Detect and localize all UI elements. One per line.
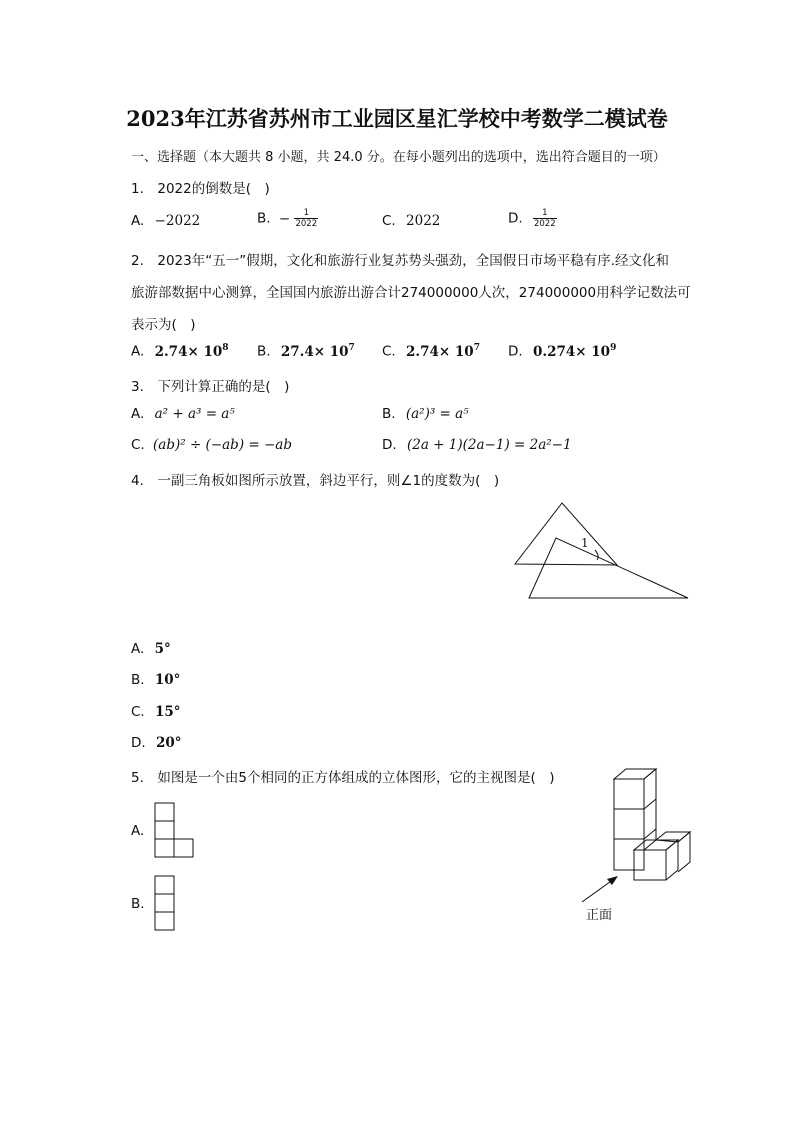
- q1-option-a[interactable]: [131, 213, 200, 229]
- option-label: A.: [131, 213, 145, 229]
- square: [155, 876, 174, 894]
- option-base: 2.74× 10: [406, 343, 474, 360]
- cube-front: [634, 850, 666, 880]
- triangle-set-figure: [505, 498, 695, 603]
- angle-label: 1: [581, 536, 589, 550]
- q4-option-b[interactable]: [131, 672, 180, 688]
- option-label: A.: [131, 641, 145, 657]
- option-exponent: 8: [222, 343, 229, 353]
- square: [155, 912, 174, 930]
- option-value: 20°: [155, 735, 182, 751]
- option-label: A.: [131, 406, 145, 422]
- q2-option-b[interactable]: [257, 343, 355, 360]
- option-sign: −: [278, 210, 291, 227]
- option-expression: (ab)² ÷ (−ab) = −ab: [153, 437, 292, 453]
- option-label: C.: [382, 343, 396, 360]
- numerator: 1: [294, 208, 318, 219]
- q5-option-a-label[interactable]: A.: [131, 823, 145, 839]
- option-exponent: 7: [473, 343, 480, 353]
- option-label: C.: [382, 213, 396, 229]
- q3-option-d[interactable]: [382, 437, 572, 453]
- arrow-shaft: [582, 879, 614, 902]
- option-label: D.: [382, 437, 397, 453]
- q3-option-a[interactable]: [131, 406, 235, 422]
- front-view-label: 正面: [586, 908, 613, 923]
- numerator: 1: [533, 208, 557, 219]
- cube-side: [678, 832, 690, 872]
- option-exponent: 9: [610, 343, 617, 353]
- cube-front: [614, 809, 644, 839]
- option-label: B.: [257, 343, 271, 360]
- q5-option-b-label[interactable]: B.: [131, 896, 145, 912]
- q4-option-c[interactable]: [131, 704, 181, 720]
- denominator: 2022: [295, 219, 318, 229]
- q1-option-d[interactable]: [508, 208, 557, 229]
- q1-option-c[interactable]: [382, 213, 440, 229]
- question-2-line-3: 表示为( ): [131, 317, 196, 333]
- angle-arc: [595, 550, 598, 560]
- q4-option-a[interactable]: [131, 641, 171, 657]
- option-base: 0.274× 10: [532, 343, 611, 360]
- option-label: D.: [508, 210, 523, 227]
- q1-option-b[interactable]: [257, 208, 318, 229]
- option-label: B.: [131, 672, 145, 688]
- option-expression: a² + a³ = a⁵: [154, 406, 235, 422]
- cube-side: [666, 840, 678, 880]
- cube-stack-figure: [574, 766, 696, 930]
- square: [155, 803, 174, 821]
- square: [155, 821, 174, 839]
- question-1-text: 1. 2022的倒数是( ): [131, 181, 270, 197]
- cube-front: [614, 779, 644, 809]
- q5-option-a-figure[interactable]: [154, 802, 196, 860]
- option-label: D.: [131, 735, 146, 751]
- option-label: B.: [257, 210, 271, 227]
- triangle-lower: [529, 538, 688, 598]
- option-value: −2022: [154, 213, 201, 229]
- option-base: 2.74× 10: [154, 343, 223, 360]
- square: [174, 839, 193, 857]
- option-label: C.: [131, 704, 145, 720]
- cube-edge: [644, 799, 656, 809]
- option-value: 2022: [406, 213, 441, 229]
- square: [155, 839, 174, 857]
- cube-edge: [644, 829, 656, 839]
- option-exponent: 7: [348, 343, 355, 353]
- square: [155, 894, 174, 912]
- question-2-line-1: 2. 2023年“五一”假期，文化和旅游行业复苏势头强劲，全国假日市场平稳有序.经文化和: [131, 253, 670, 269]
- q2-option-a[interactable]: [131, 343, 229, 360]
- section-header: 一、选择题（本大题共 8 小题，共 24.0 分。在每小题列出的选项中，选出符合题目的一项）: [131, 150, 666, 165]
- option-label: B.: [382, 406, 396, 422]
- option-value: 15°: [155, 704, 181, 720]
- option-expression: (a²)³ = a⁵: [405, 406, 469, 422]
- cube-front: [614, 839, 644, 870]
- fraction: [294, 208, 318, 229]
- question-4-text: 4. 一副三角板如图所示放置，斜边平行，则∠1的度数为( ): [131, 473, 500, 489]
- question-5-text: 5. 如图是一个由5个相同的正方体组成的立体图形，它的主视图是( ): [131, 770, 555, 786]
- question-3-text: 3. 下列计算正确的是( ): [131, 379, 290, 395]
- q4-option-d[interactable]: [131, 735, 182, 751]
- option-label: A.: [131, 343, 145, 360]
- option-value: 5°: [154, 641, 171, 657]
- q2-option-d[interactable]: [508, 343, 616, 360]
- option-label: C.: [131, 437, 145, 453]
- q3-option-c[interactable]: [131, 437, 292, 453]
- question-2-line-2: 旅游部数据中心测算，全国国内旅游出游合计274000000人次，274000000用科学记数法可: [131, 285, 691, 301]
- denominator: 2022: [533, 219, 556, 229]
- option-value: 10°: [154, 672, 181, 688]
- option-base: 27.4× 10: [280, 343, 349, 360]
- triangle-upper: [515, 503, 617, 565]
- fraction: [533, 208, 557, 229]
- option-label: D.: [508, 343, 523, 360]
- option-expression: (2a + 1)(2a−1) = 2a²−1: [406, 437, 572, 453]
- page-title: 2023年江苏省苏州市工业园区星汇学校中考数学二模试卷: [126, 106, 668, 131]
- q3-option-b[interactable]: [382, 406, 469, 422]
- q5-option-b-figure[interactable]: [154, 875, 178, 933]
- q2-option-c[interactable]: [382, 343, 480, 360]
- arrow-head: [607, 876, 618, 885]
